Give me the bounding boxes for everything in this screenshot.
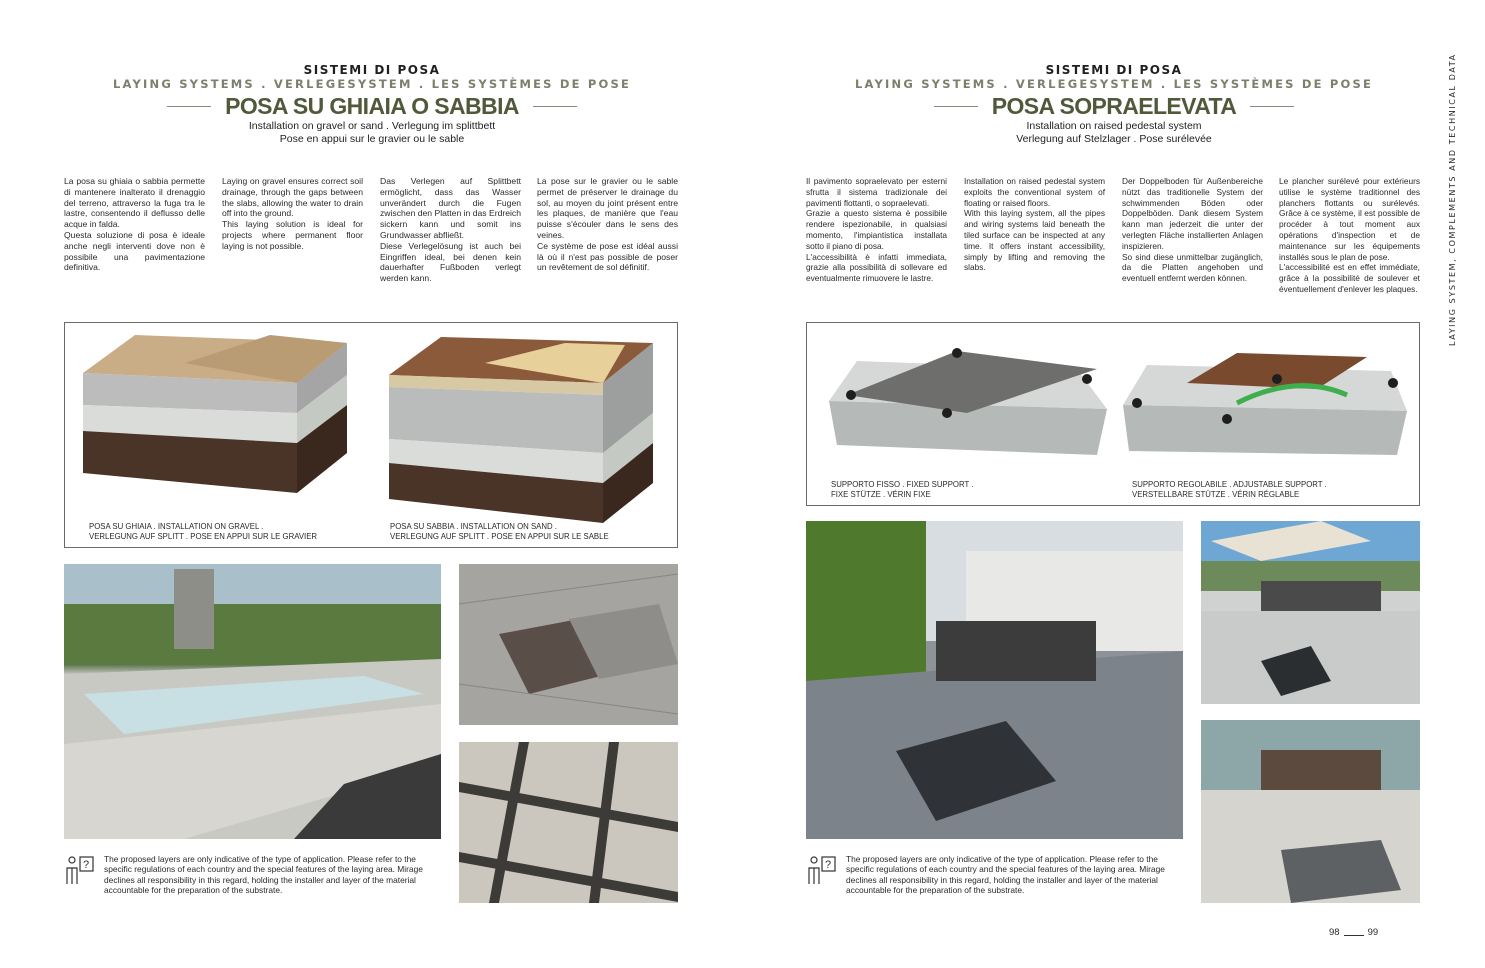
rooftop-lounge-photo — [1201, 521, 1420, 704]
rooftop-scene — [1201, 521, 1420, 704]
right-page-title: POSA SOPRAELEVATA — [991, 93, 1237, 119]
grid-paving-photo — [459, 742, 678, 903]
pedestal-section-diagram — [807, 323, 1419, 505]
right-title-row — [854, 93, 1374, 120]
left-diagram-caption-1b: VERLEGUNG AUF SPLITT . POSE EN APPUI SUR LE GRAVIER — [89, 532, 318, 541]
right-column-de: Der Doppelboden für Außenbereiche nützt das traditionelle System der schwimmenden Böden oder Doppelböden. Dank diesem System kann man jederzeit die unter der verlegten Fläche installierten Anlagen inspizieren. So sind diese unmittelbar zugänglich, da die Platten angehoben und eventuell entfernt werden können. — [1122, 176, 1263, 284]
page-number-divider — [1344, 935, 1364, 936]
left-subtitle-1: Installation on gravel or sand . Verlegung im splittbett — [248, 120, 496, 132]
right-sub-kicker: LAYING SYSTEMS . VERLEGESYSTEM . LES SYSTÈMES DE POSE — [855, 77, 1373, 91]
title-rule-right — [533, 106, 577, 107]
title-rule-left — [167, 106, 211, 107]
left-kicker: SISTEMI DI POSA — [303, 63, 441, 77]
outdoor-dining-photo — [1201, 720, 1420, 903]
pool-scene — [64, 564, 441, 839]
left-sub-kicker: LAYING SYSTEMS . VERLEGESYSTEM . LES SYSTÈMES DE POSE — [113, 77, 631, 91]
left-subtitle-2: Pose en appui sur le gravier ou le sable — [279, 133, 465, 145]
raised-terrace-photo — [806, 521, 1183, 839]
left-page-title: POSA SU GHIAIA O SABBIA — [225, 93, 519, 119]
info-person-icon — [806, 854, 838, 886]
grid-paving-scene — [459, 742, 678, 903]
adjustable-support-block — [1123, 353, 1407, 455]
gravel-block — [83, 335, 347, 493]
right-column-fr: Le plancher surélevé pour extérieurs utilise le système traditionnel des planchers flottants ou surélevés. Grâce à ce système, il est possible de procéder à tout moment aux opérations d'inspection et de maintenance sur les équipements installés sous le plan de pose. L'accessibilité est en effet immédiate, grâce à la possibilité de soulever et éventuellement d'enlever les plaques. — [1279, 176, 1420, 294]
left-disclaimer: The proposed layers are only indicative of the type of application. Please refer to the specific regulations of each country and the special features of the laying area. Mirage declines all responsibility in this regard, holding the installer and layer of the material accountable for the preparation of the substrate. — [104, 854, 423, 896]
left-column-en: Laying on gravel ensures correct soil drainage, through the gaps between the slabs, allowing the water to drain off into the ground. This laying solution is ideal for projects where permanent floor laying is not possible. — [222, 176, 363, 251]
left-column-it: La posa su ghiaia o sabbia permette di mantenere inalterato il drenaggio del terreno, attraverso la fuga tra le lastre, consentendo il deflusso delle acque in falda. Questa soluzione di posa è ideale anche negli interventi dove non è possibile una pavimentazione definitiva. — [64, 176, 205, 273]
side-section-label: LAYING SYSTEM, COMPLEMENTS AND TECHNICAL DATA — [1448, 53, 1457, 346]
right-kicker: SISTEMI DI POSA — [1045, 63, 1183, 77]
pool-terrace-photo — [64, 564, 441, 839]
tile-detail-scene — [459, 564, 678, 725]
fixed-support-block — [829, 348, 1107, 455]
title-rule-left-2 — [934, 106, 978, 107]
raised-terrace-scene — [806, 521, 1183, 839]
gravel-section-diagram — [65, 323, 677, 547]
right-diagram-caption-1b: FIXE STÜTZE . VÉRIN FIXE — [831, 490, 931, 499]
left-diagram-caption-1a: POSA SU GHIAIA . INSTALLATION ON GRAVEL . — [89, 522, 264, 531]
right-diagram-caption-2b: VERSTELLBARE STÜTZE . VÉRIN RÉGLABLE — [1132, 490, 1300, 499]
sand-block — [389, 337, 653, 523]
svg-text:?: ? — [825, 859, 832, 871]
page-numbers — [1329, 927, 1378, 938]
right-subtitle-1: Installation on raised pedestal system — [1026, 120, 1202, 132]
right-disclaimer: The proposed layers are only indicative of the type of application. Please refer to the specific regulations of each country and the special features of the laying area. Mirage declines all responsibility in this regard, holding the installer and layer of the material accountable for the preparation of the substrate. — [846, 854, 1165, 896]
page-number-right: 99 — [1367, 927, 1379, 938]
left-diagram-caption-2b: VERLEGUNG AUF SPLITT . POSE EN APPUI SUR LE SABLE — [390, 532, 609, 541]
info-person-icon — [64, 854, 96, 886]
left-info-icon — [64, 854, 96, 886]
left-column-de: Das Verlegen auf Splittbett ermöglicht, dass das Wasser unverändert durch die Fugen zwischen den Platten in das Erdreich sickern kann und somit ins Grundwasser abfließt. Diese Verlegelösung ist auch bei Eingriffen ideal, bei denen kein dauerhafter Fußboden verlegt werden kann. — [380, 176, 521, 284]
right-column-en: Installation on raised pedestal system exploits the conventional system of floating or raised floors. With this laying system, all the pipes and wiring systems laid beneath the tiled surface can be inspected at any time. It offers instant accessibility, simply by lifting and removing the slabs. — [964, 176, 1105, 273]
left-diagram-caption-2a: POSA SU SABBIA . INSTALLATION ON SAND . — [390, 522, 557, 531]
right-subtitle-2: Verlegung auf Stelzlager . Pose surélevée — [1016, 133, 1212, 145]
right-column-it: Il pavimento sopraelevato per esterni sfrutta il sistema tradizionale dei pavimenti flottanti, o sopraelevati. Grazie a questo sistema è possibile rendere ispezionabile, in qualsiasi momento, l'impiantistica installata sotto il piano di posa. L'accessibilità è infatti immediata, grazie alla possibilità di sollevare ed eventualmente rimuovere le lastre. — [806, 176, 947, 284]
right-diagram-caption-2a: SUPPORTO REGOLABILE . ADJUSTABLE SUPPORT . — [1132, 480, 1327, 489]
right-info-icon — [806, 854, 838, 886]
svg-text:?: ? — [83, 859, 90, 871]
right-diagram-frame — [806, 322, 1420, 506]
right-diagram-caption-1a: SUPPORTO FISSO . FIXED SUPPORT . — [831, 480, 974, 489]
dining-scene — [1201, 720, 1420, 903]
left-title-row — [112, 93, 632, 120]
tile-gravel-detail-photo — [459, 564, 678, 725]
left-diagram-frame — [64, 322, 678, 548]
left-column-fr: La pose sur le gravier ou le sable permet de préserver le drainage du sol, au moyen du joint présent entre les plaques, de manière que l'eau puisse s'écouler dans le sens des veines. Ce système de pose est idéal aussi là où il n'est pas possible de poser un revêtement de sol définitif. — [537, 176, 678, 273]
page-number-left: 98 — [1329, 927, 1340, 938]
title-rule-right-2 — [1250, 106, 1294, 107]
